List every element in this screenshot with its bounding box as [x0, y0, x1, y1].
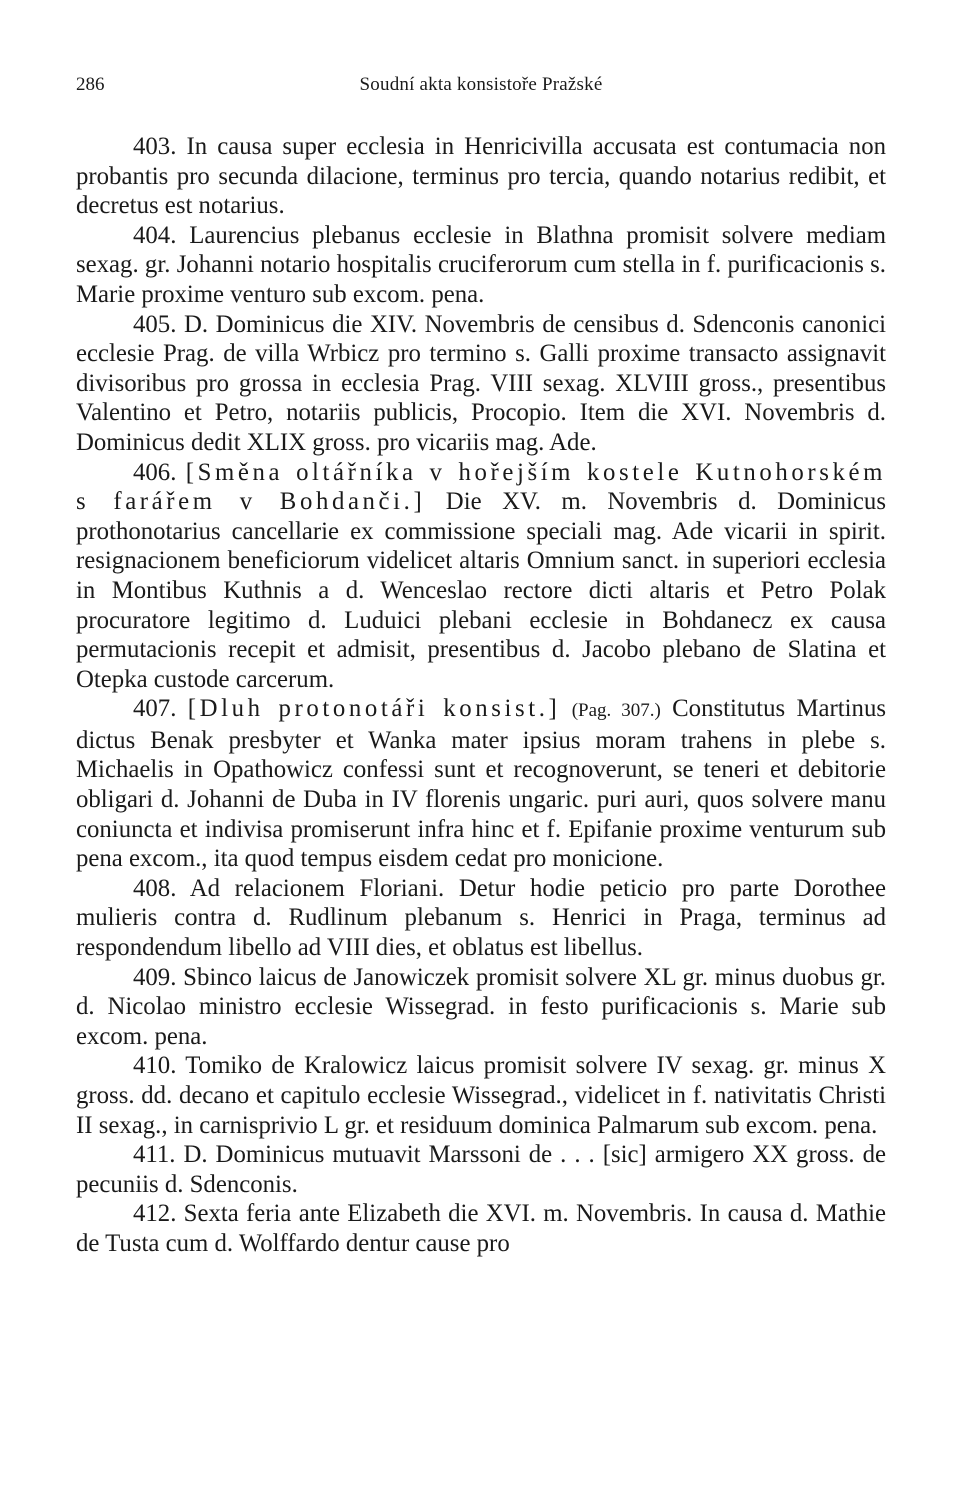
entry-404 [76, 221, 886, 310]
entry-number: 405. [133, 310, 177, 338]
entry-heading: [Dluh protonotáři konsist.] [187, 695, 561, 723]
entry-number: 408. [133, 874, 177, 902]
entry-406 [76, 458, 886, 695]
entry-heading: [Směna oltářníka v hořejším kostele Kutnohorském s farářem v Bohdanči.] [76, 458, 886, 516]
entry-number: 404. [133, 221, 177, 249]
page-reference: (Pag. 307.) [571, 700, 661, 722]
entry-number: 406. [133, 458, 177, 486]
entry-text: Sexta feria ante Elizabeth die XVI. m. Novembris. In causa d. Mathie de Tusta cum d. Wolffardo dentur cause pro [76, 1200, 886, 1257]
entry-408 [76, 874, 886, 963]
entry-number: 403. [133, 133, 177, 160]
entry-text: Sbinco laicus de Janowiczek promisit solvere XL gr. minus duobus gr. d. Nicolao ministro ecclesie Wissegrad. in festo purificacionis s. Marie sub excom. pena. [76, 963, 886, 1050]
entry-410 [76, 1051, 886, 1140]
entry-number: 411. [133, 1141, 176, 1169]
entry-text: Tomiko de Kralowicz laicus promisit solvere IV sexag. gr. minus X gross. dd. decano et capitulo ecclesie Wissegrad., videlicet in f. nativitatis Christi II sexag., in carnisprivio L gr. et residuum dominica Palmarum sub excom. pena. [76, 1052, 886, 1139]
entry-409 [76, 963, 886, 1052]
entry-403 [76, 132, 886, 221]
body-text [76, 132, 886, 1259]
entry-number: 412. [133, 1200, 177, 1228]
entry-text: D. Dominicus die XIV. Novembris de censibus d. Sdenconis canonici ecclesie Prag. de villa Wrbicz pro termino s. Galli proxime transacto assignavit divisoribus pro grossa in ecclesia Prag. VIII sexag. XLVIII gross., presentibus Valentino et Petro, notariis publicis, Procopio. Item die XVI. Novembris d. Dominicus dedit XLIX gross. pro vicariis mag. Ade. [76, 310, 886, 456]
entry-407 [76, 694, 886, 874]
entry-number: 410. [133, 1052, 177, 1080]
running-title: Soudní akta konsistoře Pražské [359, 74, 603, 95]
entry-412 [76, 1199, 886, 1258]
entry-number: 409. [133, 963, 177, 991]
entry-number: 407. [133, 695, 177, 723]
entry-411 [76, 1140, 886, 1199]
entry-text: Laurencius plebanus ecclesie in Blathna promisit solvere mediam sexag. gr. Johanni notario hospitalis cruciferorum cum stella in f. purificacionis s. Marie proxime venturo sub excom. pena. [76, 221, 887, 308]
running-head [76, 70, 886, 100]
entry-text: Constitutus Martinus dictus Benak presbyter et Wanka mater ipsius moram trahens in plebe s. Michaelis in Opathowicz confessi sunt et recognoverunt, se teneri et debitorie obligari d. Johanni de Duba in IV florenis ungaric. puri auri, quos solvere manu coniuncta et indivisa promiserunt infra hinc et f. Epifanie proxime venturum sub pena excom., ita quod tempus eisdem cedat pro monicione. [76, 695, 886, 873]
entry-text: Die XV. m. Novembris d. Dominicus prothonotarius cancellarie ex commissione speciali mag. Ade vicarii in spirit. resignacionem beneficiorum videlicet altaris Omnium sanct. in superiori ecclesia in Montibus Kuthnis a d. Wenceslao rectore dicti altaris et Petro Polak procuratore legitimo d. Luduici plebani ecclesie in Bohdanecz ex causa permutacionis recepit et admisit, presentibus d. Jacobo plebano de Slatina et Otepka custode carcerum. [76, 488, 886, 693]
entry-text: In causa super ecclesia in Henricivilla accusata est contumacia non probantis pro secunda dilacione, terminus pro tercia, quando notarius redibit, et decretus est notarius. [76, 133, 886, 220]
entry-text: D. Dominicus mutuavit Marssoni de . . . [sic] armigero XX gross. de pecuniis d. Sdenconis. [76, 1141, 886, 1198]
entry-405 [76, 310, 886, 458]
page-number: 286 [76, 74, 105, 95]
entry-text: Ad relacionem Floriani. Detur hodie peticio pro parte Dorothee mulieris contra d. Rudlinum plebanum s. Henrici in Praga, terminus ad respondendum libello ad VIII dies, et oblatus est libellus. [76, 874, 886, 962]
